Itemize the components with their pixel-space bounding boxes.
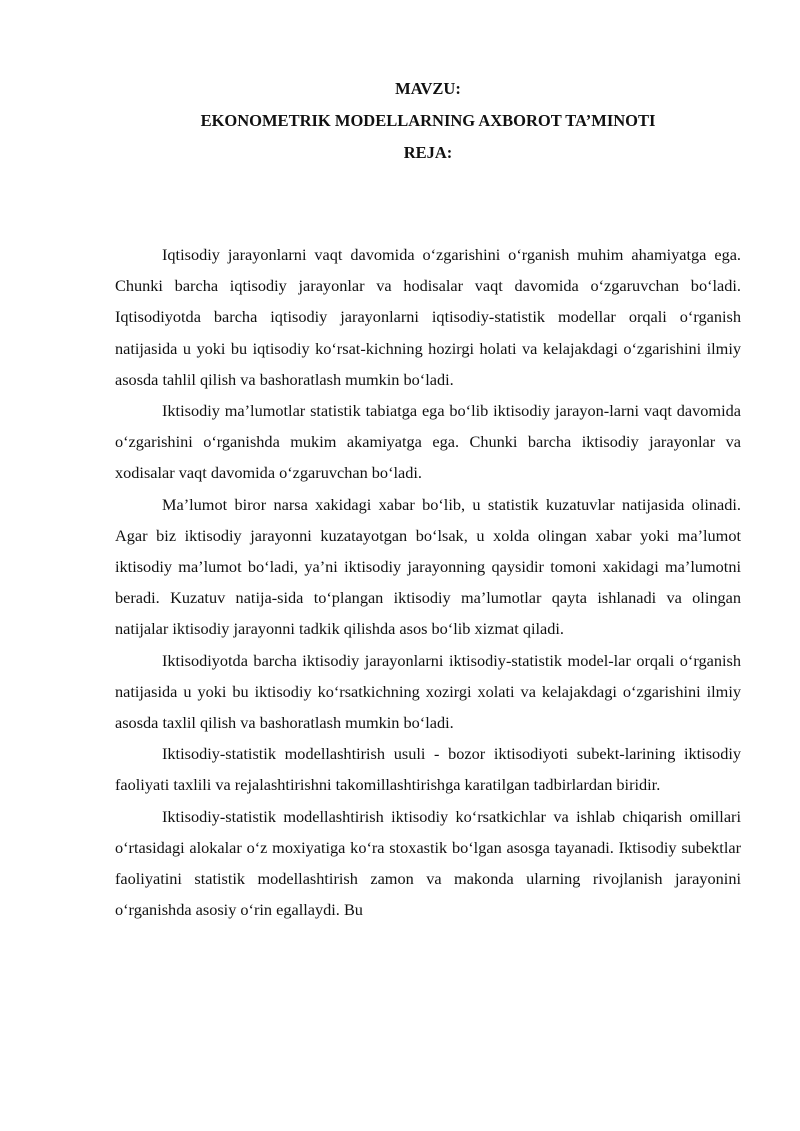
paragraph: Iktisodiy-statistik modellashtirish usuli - bozor iktisodiyoti subekt-larining iktisodiy faoliyati taxlili va rejalashtirishni takomillashtirishga karatilgan tadbirlardan biridir. [115,744,741,795]
document-body [115,239,741,925]
paragraph: Iqtisodiy jarayonlarni vaqt davomida o‘zgarishini o‘rganish muhim ahamiyatga ega. Chunki barcha iqtisodiy jarayonlar va hodisalar vaqt davomida o‘zgaruvchan bo‘ladi. Iqtisodiyotda barcha iqtisodiy jarayonlarni iqtisodiy-statistik modellar orqali o‘rganish natijasida u yoki bu iqtisodiy ko‘rsat-kichning hozirgi holati va kelajakdagi o‘zgarishini ilmiy asosda tahlil qilish va bashoratlash mumkin bo‘ladi. [115,245,741,389]
paragraph: Iktisodiyotda barcha iktisodiy jarayonlarni iktisodiy-statistik model-lar orqali o‘rganish natijasida u yoki bu iktisodiy ko‘rsatkichning xozirgi xolati va kelajakdagi o‘zgarishini ilmiy asosda taxlil qilish va bashoratlash mumkin bo‘ladi. [115,650,741,733]
document-title: EKONOMETRIK MODELLARNING AXBOROT TA’MINOTI [200,111,656,130]
paragraph: Iktisodiy ma’lumotlar statistik tabiatga ega bo‘lib iktisodiy jarayon-larni vaqt davomida o‘zgarishini o‘rganishda mukim akamiyatga ega. Chunki barcha iktisodiy jarayonlar va xodisalar vaqt davomida o‘zgaruvchan bo‘ladi. [115,401,741,483]
document-page [115,0,741,925]
paragraph: Iktisodiy-statistik modellashtirish iktisodiy ko‘rsatkichlar va ishlab chiqarish omillari o‘rtasidagi alokalar o‘z moxiyatiga ko‘ra stoxastik bo‘lgan asosga tayanadi. Iktisodiy subektlar faoliyatini statistik modellashtirish zamon va makonda ularning rivojlanish jarayonini o‘rganishda asosiy o‘rin egallaydi. Bu [115,806,741,920]
paragraph: Ma’lumot biror narsa xakidagi xabar bo‘lib, u statistik kuzatuvlar natijasida olinadi. Agar biz iktisodiy jarayonni kuzatayotgan bo‘lsak, u xolda olingan xabar yoki ma’lumot iktisodiy ma’lumot bo‘ladi, ya’ni iktisodiy jarayonning qaysidir tomoni xakidagi ma’lumotni beradi. Kuzatuv natija-sida to‘plangan iktisodiy ma’lumotlar qayta ishlanadi va olingan natijalar iktisodiy jarayonni tadkik qilishda asos bo‘lib xizmat qiladi. [115,494,741,639]
plan-heading: REJA: [403,143,453,162]
title-topic-label: MAVZU: [395,79,461,98]
